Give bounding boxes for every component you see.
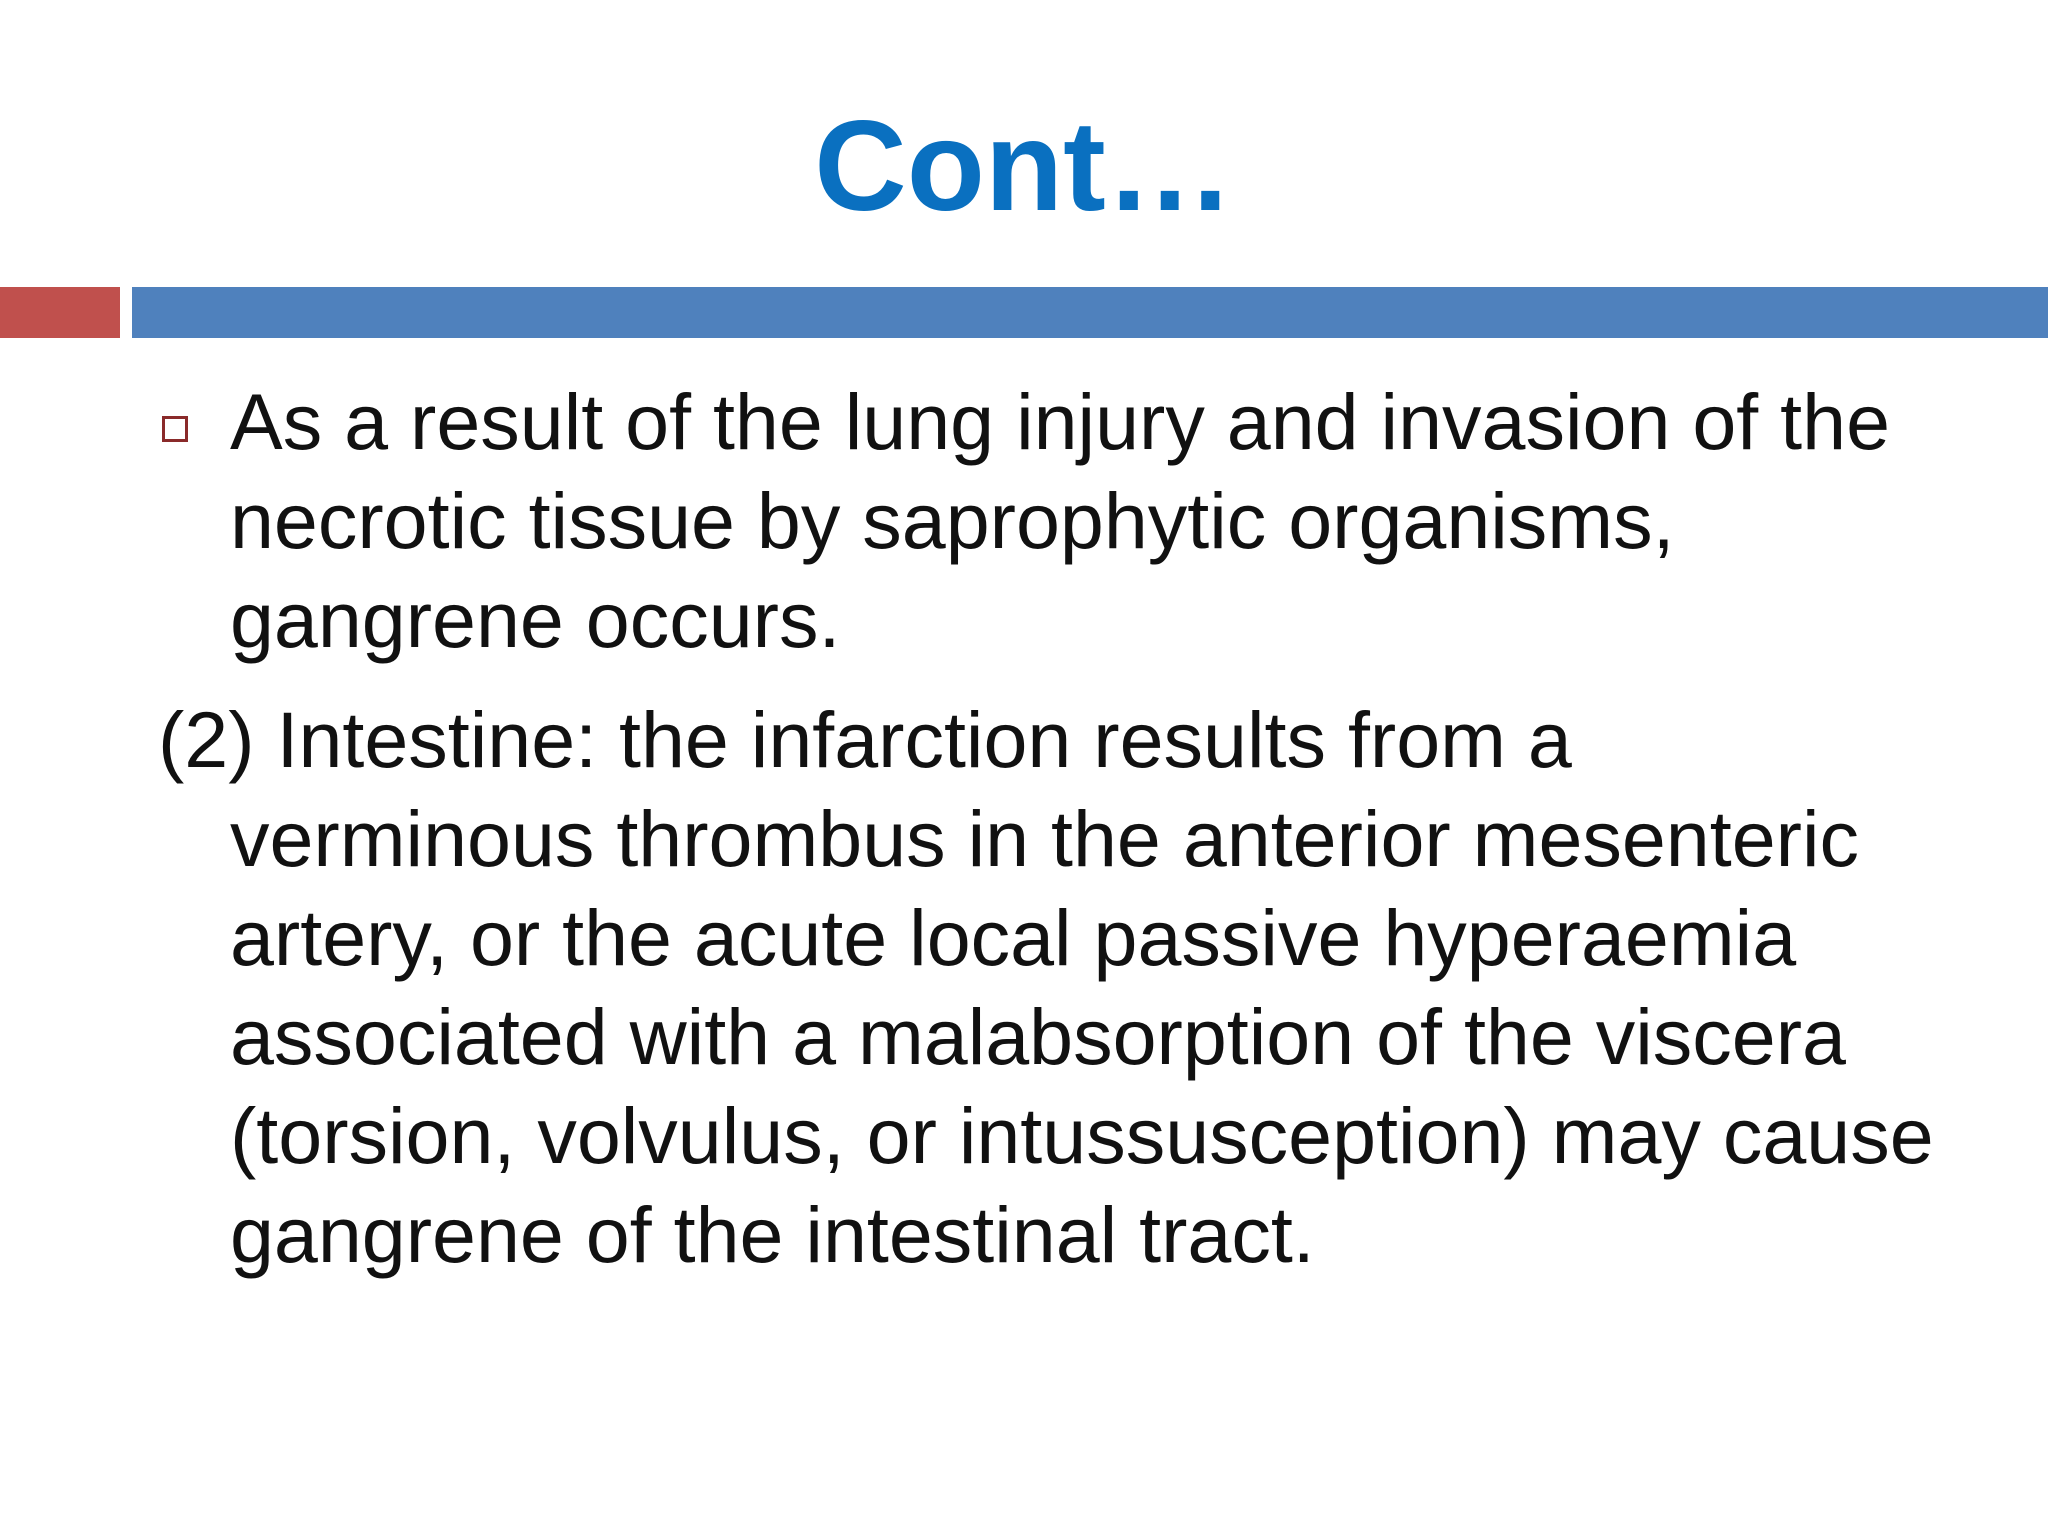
numbered-paragraph-intestine: (2) Intestine: the infarction results from a verminous thrombus in the anterior mesenteric artery, or the acute local passive hyperaemia associated with a malabsorption of the viscera (torsion, volvulus, or intussusception) may cause gangrene of the intestinal tract.: [158, 695, 1934, 1279]
hollow-square-bullet-icon: [162, 416, 188, 442]
slide-title: Cont…: [814, 95, 1234, 238]
bullet-paragraph-lung-gangrene: As a result of the lung injury and invasion of the necrotic tissue by saprophytic organisms, gangrene occurs.: [230, 377, 1891, 664]
